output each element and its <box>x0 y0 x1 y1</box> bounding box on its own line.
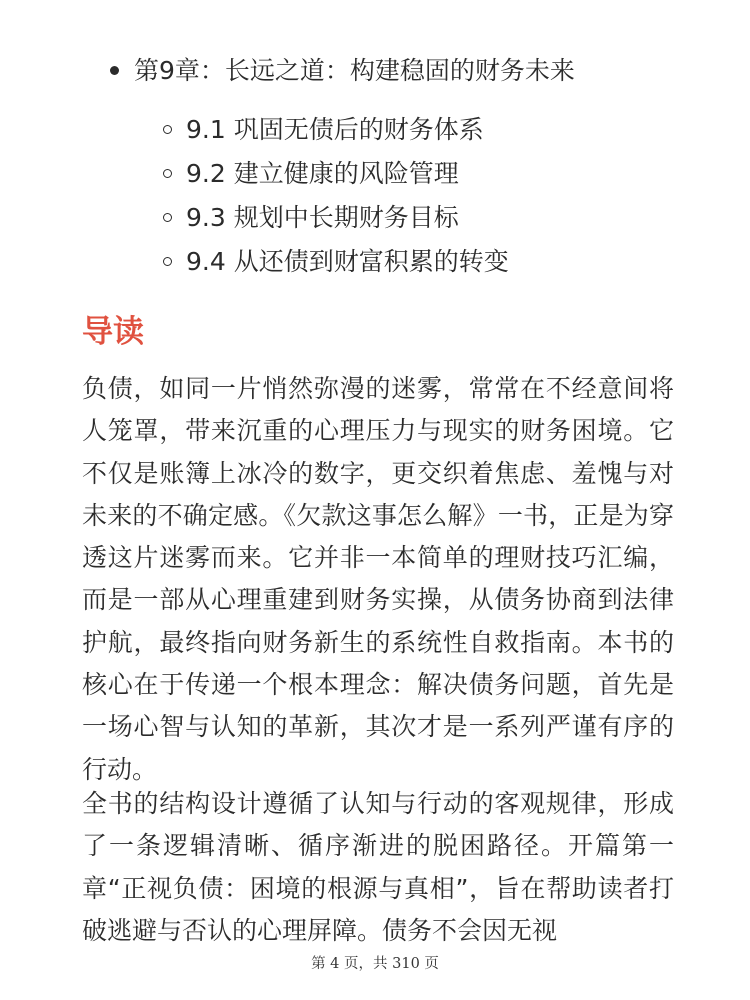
section-list-item <box>163 240 509 284</box>
intro-heading: 导读 <box>82 314 144 350</box>
circle-bullet-icon <box>163 213 172 222</box>
chapter-title: 第9章：长远之道：构建稳固的财务未来 <box>134 56 575 85</box>
section-title: 9.4 从还债到财富积累的转变 <box>186 247 509 276</box>
section-list <box>163 108 509 284</box>
section-title: 9.3 规划中长期财务目标 <box>186 203 459 232</box>
circle-bullet-icon <box>163 169 172 178</box>
bullet-icon <box>110 66 119 75</box>
section-list-item <box>163 108 509 152</box>
circle-bullet-icon <box>163 257 172 266</box>
intro-paragraph-1: 负债，如同一片悄然弥漫的迷雾，常常在不经意间将人笼罩，带来沉重的心理压力与现实的财务困境。它不仅是账簿上冰冷的数字，更交织着焦虑、羞愧与对未来的不确定感。《欠款这事怎么解》一书，正是为穿透这片迷雾而来。它并非一本简单的理财技巧汇编，而是一部从心理重建到财务实操，从债务协商到法律护航，最终指向财务新生的系统性自救指南。本书的核心在于传递一个根本理念：解决债务问题，首先是一场心智与认知的革新，其次才是一系列严谨有序的行动。 <box>82 374 674 784</box>
chapter-list-item <box>110 52 575 90</box>
section-list-item <box>163 196 509 240</box>
section-title: 9.1 巩固无债后的财务体系 <box>186 115 484 144</box>
circle-bullet-icon <box>163 125 172 134</box>
intro-paragraph-2: 全书的结构设计遵循了认知与行动的客观规律，形成了一条逻辑清晰、循序渐进的脱困路径。开篇第一章“正视负债：困境的根源与真相”，旨在帮助读者打破逃避与否认的心理屏障。债务不会因无视 <box>82 789 674 945</box>
section-list-item <box>163 152 509 196</box>
page-number: 第 4 页，共 310 页 <box>311 956 439 972</box>
section-title: 9.2 建立健康的风险管理 <box>186 159 459 188</box>
